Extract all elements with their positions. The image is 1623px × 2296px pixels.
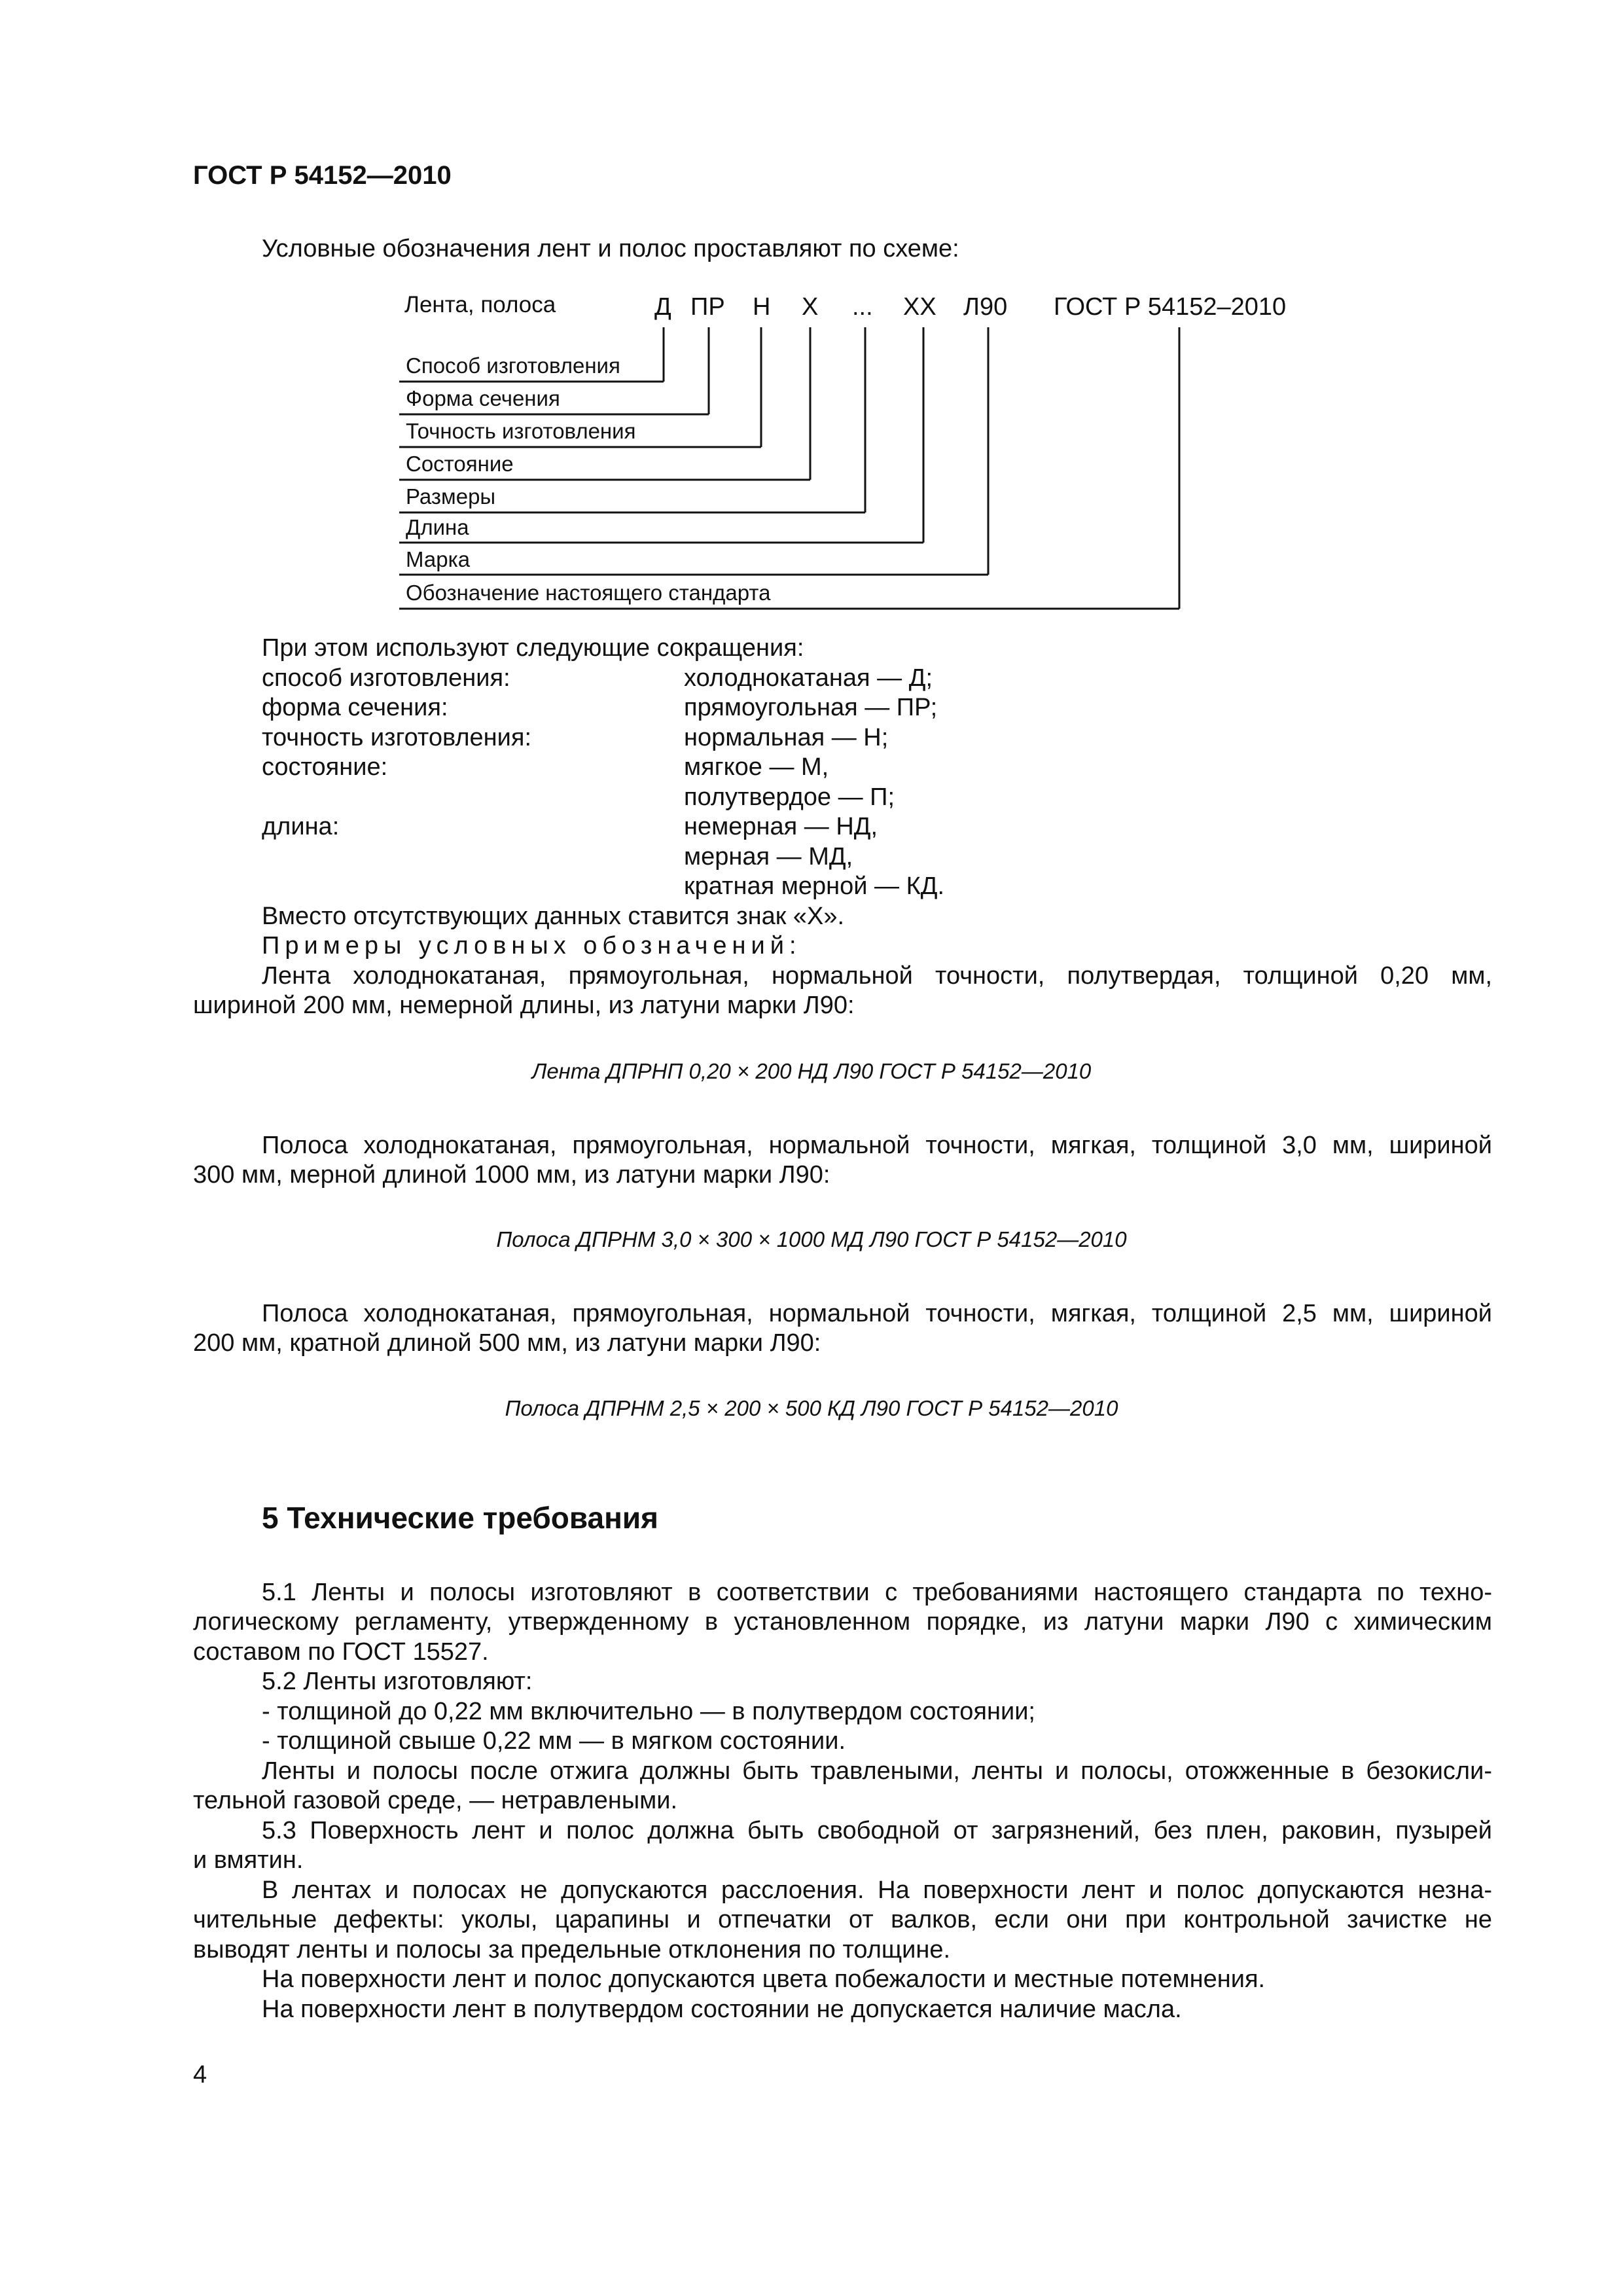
abbr-value: холоднокатаная — Д;	[684, 664, 933, 692]
page-number: 4	[193, 2061, 207, 2089]
code-grade: Л90	[963, 293, 1008, 321]
label-standard: Обозначение настоящего стандарта	[406, 581, 771, 605]
para-5-1-cont: составом по ГОСТ 15527.	[193, 1638, 489, 1666]
example-3-text-cont: 200 мм, кратной длиной 500 мм, из латуни марки Л90:	[193, 1329, 821, 1357]
abbr-value: полутвердое — П;	[684, 783, 895, 811]
label-sizes: Размеры	[406, 484, 496, 509]
para-5-3: 5.3 Поверхность лент и полос должна быть свободной от загрязнений, без плен, раковин, пузырей	[262, 1817, 1492, 1844]
example-1-text: Лента холоднокатаная, прямоугольная, нормальной точности, полутвердая, толщиной 0,20 мм,	[262, 962, 1492, 990]
example-2-text: Полоса холоднокатаная, прямоугольная, нормальной точности, мягкая, толщиной 3,0 мм, шириной	[262, 1132, 1492, 1159]
label-grade: Марка	[406, 547, 471, 571]
bullet-item: - толщиной до 0,22 мм включительно — в полутвердом состоянии;	[262, 1698, 1035, 1725]
scheme-lines	[0, 0, 1623, 655]
example-3-text: Полоса холоднокатаная, прямоугольная, нормальной точности, мягкая, толщиной 2,5 мм, шириной	[262, 1300, 1492, 1327]
para-5-3-cont: и вмятин.	[193, 1846, 304, 1874]
para-5-2: 5.2 Ленты изготовляют:	[262, 1668, 533, 1695]
abbr-value: нормальная — Н;	[684, 724, 889, 751]
abbr-term: способ изготовления:	[262, 664, 510, 692]
example-2-text-cont: 300 мм, мерной длиной 1000 мм, из латуни марки Л90:	[193, 1161, 830, 1189]
document-header: ГОСТ Р 54152—2010	[193, 161, 452, 190]
example-1-text-cont: шириной 200 мм, немерной длины, из латуни марки Л90:	[193, 992, 855, 1019]
para-annealed: Ленты и полосы после отжига должны быть травлеными, ленты и полосы, отожженные в безокисли-	[262, 1757, 1492, 1785]
label-section: Форма сечения	[406, 386, 560, 410]
para-5-1-cont: логическому регламенту, утвержденному в установленном порядке, из латуни марки Л90 с химическим	[193, 1608, 1492, 1636]
abbr-value: кратная мерной — КД.	[684, 872, 944, 900]
example-1-designation: Лента ДПРНП 0,20 × 200 НД Л90 ГОСТ Р 54152—2010	[531, 1059, 1092, 1083]
para-colors: На поверхности лент и полос допускаются цвета побежалости и местные потемнения.	[262, 1965, 1266, 1993]
scheme-title: Лента, полоса	[404, 292, 556, 317]
code-section: ПР	[690, 293, 725, 321]
abbr-value: немерная — НД,	[684, 813, 878, 840]
abbr-value: мерная — МД,	[684, 843, 853, 870]
para-defects-cont: чительные дефекты: уколы, царапины и отпечатки от валков, если они при контрольной зачистке не	[193, 1906, 1492, 1933]
bullet-item: - толщиной свыше 0,22 мм — в мягком состоянии.	[262, 1727, 846, 1755]
code-sizes: ...	[852, 293, 873, 321]
abbr-term: длина:	[262, 813, 340, 840]
code-standard: ГОСТ Р 54152–2010	[1054, 293, 1287, 321]
abbreviations-intro: При этом используют следующие сокращения:	[262, 634, 804, 662]
code-state: Х	[802, 293, 819, 321]
abbr-term: состояние:	[262, 753, 388, 781]
abbr-term: форма сечения:	[262, 694, 448, 721]
para-5-1: 5.1 Ленты и полосы изготовляют в соответствии с требованиями настоящего стандарта по техно-	[262, 1579, 1492, 1606]
scheme-intro: Условные обозначения лент и полос проставляют по схеме:	[262, 235, 959, 262]
examples-heading: Примеры условных обозначений:	[262, 932, 802, 960]
label-state: Состояние	[406, 452, 514, 476]
abbr-value: прямоугольная — ПР;	[684, 694, 938, 721]
example-3-designation: Полоса ДПРНМ 2,5 × 200 × 500 КД Л90 ГОСТ Р 54152—2010	[505, 1396, 1118, 1420]
code-manufacturing: Д	[654, 293, 671, 321]
example-2-designation: Полоса ДПРНМ 3,0 × 300 × 1000 МД Л90 ГОСТ Р 54152—2010	[496, 1227, 1127, 1251]
para-defects: В лентах и полосах не допускаются расслоения. На поверхности лент и полос допускаются незна-	[262, 1876, 1492, 1904]
label-length: Длина	[406, 515, 469, 539]
code-length: ХХ	[903, 293, 936, 321]
label-manufacturing: Способ изготовления	[406, 353, 620, 378]
label-accuracy: Точность изготовления	[406, 419, 636, 443]
para-defects-cont: выводят ленты и полосы за предельные отклонения по толщине.	[193, 1936, 951, 1964]
abbr-term: точность изготовления:	[262, 724, 532, 751]
para-annealed-cont: тельной газовой среде, — нетравлеными.	[193, 1787, 678, 1814]
code-accuracy: Н	[753, 293, 771, 321]
section-5-heading: 5 Технические требования	[262, 1501, 658, 1535]
para-oil: На поверхности лент в полутвердом состоянии не допускается наличие масла.	[262, 1996, 1182, 2023]
missing-data-note: Вместо отсутствующих данных ставится знак «Х».	[262, 903, 845, 930]
abbr-value: мягкое — М,	[684, 753, 829, 781]
